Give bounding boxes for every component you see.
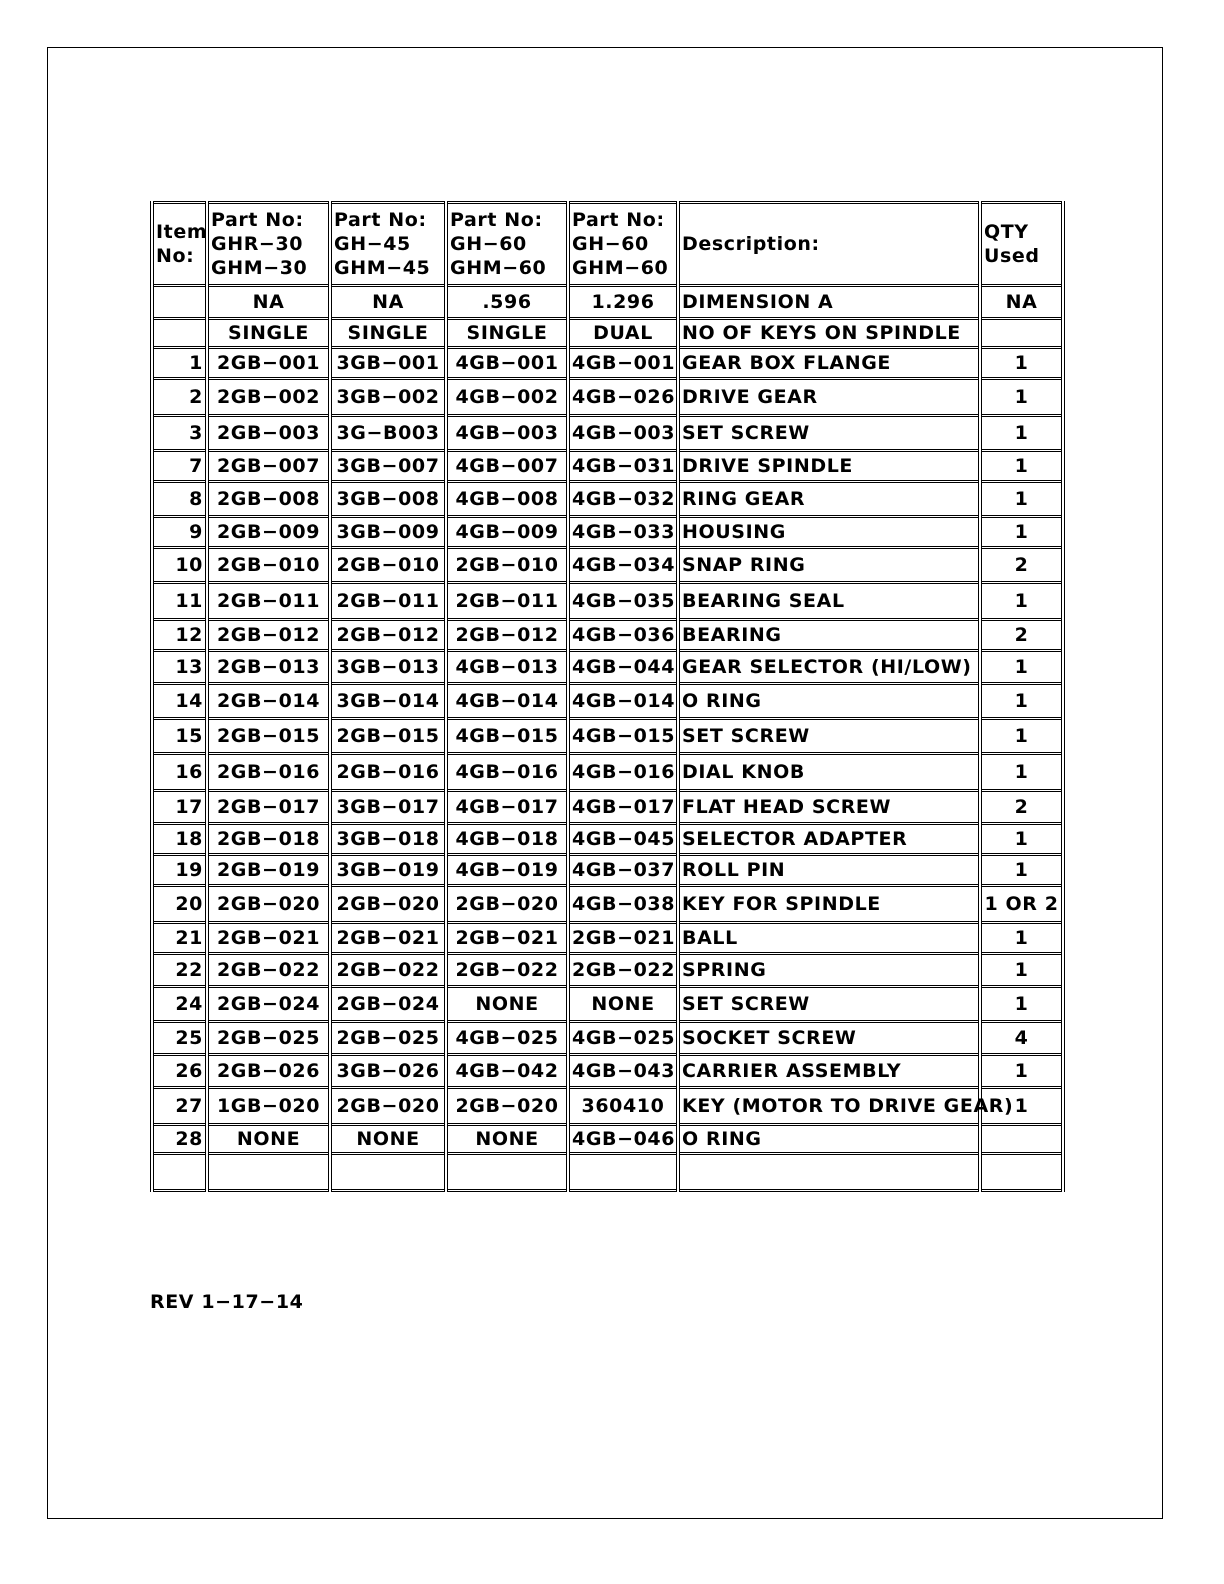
part-no-ghr30: NA [207, 286, 330, 319]
part-no-gh60-dual: 4GB−046 [568, 1125, 678, 1154]
part-no-gh45: 2GB−010 [330, 548, 446, 583]
item-number: 2 [152, 379, 207, 416]
part-description: BALL [678, 923, 980, 954]
part-description: KEY (MOTOR TO DRIVE GEAR) [678, 1088, 980, 1125]
part-no-gh60-dual: 2GB−021 [568, 923, 678, 954]
table-row [152, 855, 1063, 886]
part-description: DIMENSION A [678, 286, 980, 319]
part-no-ghr30: 2GB−001 [207, 348, 330, 379]
part-no-ghr30: 2GB−011 [207, 583, 330, 620]
part-no-gh60-single: 4GB−015 [446, 719, 568, 754]
part-description: HOUSING [678, 517, 980, 548]
part-description: SET SCREW [678, 719, 980, 754]
part-no-gh60-dual: 4GB−032 [568, 482, 678, 517]
item-number: 13 [152, 651, 207, 684]
part-no-gh60-single: 4GB−003 [446, 416, 568, 451]
item-header: Item No: [152, 203, 207, 286]
qty-used: 1 [980, 684, 1063, 719]
part-no-gh60-single: .596 [446, 286, 568, 319]
item-number: 26 [152, 1055, 207, 1088]
part-no-gh60-dual: 4GB−038 [568, 886, 678, 923]
part-description: SET SCREW [678, 416, 980, 451]
part-description: SPRING [678, 954, 980, 987]
item-number: 28 [152, 1125, 207, 1154]
part-no-gh45: 3GB−014 [330, 684, 446, 719]
qty-used: 1 [980, 583, 1063, 620]
table-row [152, 886, 1063, 923]
part-description: KEY FOR SPINDLE [678, 886, 980, 923]
item-number: 14 [152, 684, 207, 719]
part-no-gh60-dual: 4GB−016 [568, 754, 678, 791]
col1-header: Part No: GHR−30 GHM−30 [207, 203, 330, 286]
part-description: O RING [678, 684, 980, 719]
part-no-gh60-dual: NONE [568, 987, 678, 1022]
part-no-gh60-single: 4GB−002 [446, 379, 568, 416]
part-no-ghr30: 2GB−020 [207, 886, 330, 923]
qty-used: 1 [980, 923, 1063, 954]
table-row [152, 754, 1063, 791]
part-no-ghr30: 2GB−008 [207, 482, 330, 517]
col4-header: Part No: GH−60 GHM−60 [568, 203, 678, 286]
part-no-gh60-single: 4GB−017 [446, 791, 568, 824]
part-no-ghr30: NONE [207, 1125, 330, 1154]
item-number: 24 [152, 987, 207, 1022]
part-no-gh45: 3GB−018 [330, 824, 446, 855]
table-row [152, 719, 1063, 754]
part-no-gh60-single: 4GB−001 [446, 348, 568, 379]
part-no-gh60-dual: 4GB−034 [568, 548, 678, 583]
qty-used [980, 1125, 1063, 1154]
part-description: O RING [678, 1125, 980, 1154]
part-no-gh45: NA [330, 286, 446, 319]
item-number: 20 [152, 886, 207, 923]
part-no-gh45: 3GB−001 [330, 348, 446, 379]
item-number: 1 [152, 348, 207, 379]
part-no-gh45: 2GB−016 [330, 754, 446, 791]
part-no-ghr30: 2GB−022 [207, 954, 330, 987]
empty-cell [207, 1154, 330, 1191]
table-row [152, 824, 1063, 855]
qty-used: 1 [980, 517, 1063, 548]
qty-header: QTY Used [980, 203, 1063, 286]
part-no-gh60-dual: 4GB−026 [568, 379, 678, 416]
part-no-gh60-dual: 360410 [568, 1088, 678, 1125]
part-no-gh45: 3GB−017 [330, 791, 446, 824]
qty-used: 2 [980, 620, 1063, 651]
table-row [152, 416, 1063, 451]
item-number: 16 [152, 754, 207, 791]
part-no-gh45: 2GB−012 [330, 620, 446, 651]
part-no-gh60-dual: 4GB−043 [568, 1055, 678, 1088]
item-number: 22 [152, 954, 207, 987]
qty-used: 4 [980, 1022, 1063, 1055]
part-no-ghr30: 2GB−003 [207, 416, 330, 451]
empty-cell [330, 1154, 446, 1191]
item-number: 19 [152, 855, 207, 886]
part-description: SNAP RING [678, 548, 980, 583]
item-number: 21 [152, 923, 207, 954]
item-number: 10 [152, 548, 207, 583]
part-no-ghr30: 2GB−024 [207, 987, 330, 1022]
part-no-gh45: 3GB−007 [330, 451, 446, 482]
item-number: 3 [152, 416, 207, 451]
qty-used: 1 [980, 1088, 1063, 1125]
part-no-gh45: 3GB−008 [330, 482, 446, 517]
part-no-gh60-dual: 4GB−003 [568, 416, 678, 451]
part-no-gh60-single: 4GB−014 [446, 684, 568, 719]
part-no-gh60-dual: 4GB−037 [568, 855, 678, 886]
part-no-gh45: 3G−B003 [330, 416, 446, 451]
empty-cell [568, 1154, 678, 1191]
table-row [152, 451, 1063, 482]
part-no-gh60-dual: 4GB−033 [568, 517, 678, 548]
part-no-gh45: 2GB−020 [330, 886, 446, 923]
qty-used: 1 [980, 754, 1063, 791]
part-no-gh60-single: 2GB−020 [446, 886, 568, 923]
part-no-gh60-dual: 1.296 [568, 286, 678, 319]
part-no-ghr30: 2GB−014 [207, 684, 330, 719]
part-description: CARRIER ASSEMBLY [678, 1055, 980, 1088]
spec-row [152, 286, 1063, 319]
qty-used: 1 [980, 482, 1063, 517]
part-no-gh60-single: 2GB−010 [446, 548, 568, 583]
part-no-gh60-dual: 4GB−036 [568, 620, 678, 651]
table-row [152, 684, 1063, 719]
part-no-gh60-single: 4GB−019 [446, 855, 568, 886]
part-no-gh45: 2GB−025 [330, 1022, 446, 1055]
qty-used: 1 OR 2 [980, 886, 1063, 923]
empty-cell [446, 1154, 568, 1191]
table-row [152, 1088, 1063, 1125]
part-no-ghr30: 2GB−012 [207, 620, 330, 651]
qty-used: 1 [980, 1055, 1063, 1088]
table-row [152, 379, 1063, 416]
col3-header: Part No: GH−60 GHM−60 [446, 203, 568, 286]
part-no-ghr30: 2GB−026 [207, 1055, 330, 1088]
part-no-ghr30: 2GB−015 [207, 719, 330, 754]
part-description: GEAR BOX FLANGE [678, 348, 980, 379]
qty-used: 1 [980, 987, 1063, 1022]
qty-used: 1 [980, 855, 1063, 886]
table-row [152, 548, 1063, 583]
item-number: 17 [152, 791, 207, 824]
table-row [152, 954, 1063, 987]
part-no-ghr30: SINGLE [207, 319, 330, 348]
part-no-gh60-dual: 4GB−001 [568, 348, 678, 379]
qty-used: 1 [980, 651, 1063, 684]
part-no-gh60-dual: 4GB−035 [568, 583, 678, 620]
part-no-gh60-dual: 4GB−044 [568, 651, 678, 684]
part-description: ROLL PIN [678, 855, 980, 886]
col2-header: Part No: GH−45 GHM−45 [330, 203, 446, 286]
item-number: 27 [152, 1088, 207, 1125]
part-no-gh45: 2GB−022 [330, 954, 446, 987]
qty-used: 1 [980, 416, 1063, 451]
part-no-ghr30: 2GB−010 [207, 548, 330, 583]
part-no-gh60-single: 2GB−011 [446, 583, 568, 620]
qty-used: 1 [980, 379, 1063, 416]
part-no-ghr30: 2GB−009 [207, 517, 330, 548]
part-no-gh60-single: 4GB−009 [446, 517, 568, 548]
part-no-ghr30: 2GB−002 [207, 379, 330, 416]
qty-used: 2 [980, 548, 1063, 583]
part-no-gh60-single: 2GB−022 [446, 954, 568, 987]
item-number [152, 319, 207, 348]
part-description: NO OF KEYS ON SPINDLE [678, 319, 980, 348]
part-no-ghr30: 1GB−020 [207, 1088, 330, 1125]
part-no-ghr30: 2GB−016 [207, 754, 330, 791]
qty-used: 1 [980, 954, 1063, 987]
empty-cell [980, 1154, 1063, 1191]
part-no-gh60-single: 4GB−018 [446, 824, 568, 855]
part-no-gh60-dual: 4GB−014 [568, 684, 678, 719]
item-number: 9 [152, 517, 207, 548]
part-no-ghr30: 2GB−025 [207, 1022, 330, 1055]
spec-row [152, 319, 1063, 348]
part-no-gh45: 3GB−019 [330, 855, 446, 886]
qty-used: 1 [980, 824, 1063, 855]
part-no-gh45: 3GB−009 [330, 517, 446, 548]
item-number: 25 [152, 1022, 207, 1055]
part-no-gh60-single: 4GB−013 [446, 651, 568, 684]
part-no-gh60-single: 2GB−020 [446, 1088, 568, 1125]
item-number: 7 [152, 451, 207, 482]
empty-cell [678, 1154, 980, 1191]
table-row [152, 517, 1063, 548]
header-row [152, 203, 1063, 286]
part-description: SET SCREW [678, 987, 980, 1022]
part-no-gh60-dual: 4GB−031 [568, 451, 678, 482]
part-no-gh60-single: 2GB−021 [446, 923, 568, 954]
qty-used: 1 [980, 719, 1063, 754]
part-no-gh60-dual: 4GB−015 [568, 719, 678, 754]
part-description: RING GEAR [678, 482, 980, 517]
table-row [152, 620, 1063, 651]
part-no-gh45: 3GB−002 [330, 379, 446, 416]
part-no-gh60-single: 4GB−008 [446, 482, 568, 517]
table-row [152, 583, 1063, 620]
table-row [152, 482, 1063, 517]
item-number: 15 [152, 719, 207, 754]
qty-used [980, 319, 1063, 348]
item-number: 18 [152, 824, 207, 855]
part-description: FLAT HEAD SCREW [678, 791, 980, 824]
qty-used: 1 [980, 451, 1063, 482]
part-no-ghr30: 2GB−017 [207, 791, 330, 824]
part-no-gh60-single: 4GB−016 [446, 754, 568, 791]
part-no-gh60-single: 4GB−042 [446, 1055, 568, 1088]
part-no-ghr30: 2GB−021 [207, 923, 330, 954]
part-no-ghr30: 2GB−019 [207, 855, 330, 886]
item-number: 8 [152, 482, 207, 517]
part-no-gh60-single: NONE [446, 987, 568, 1022]
item-number: 11 [152, 583, 207, 620]
part-no-gh45: 3GB−026 [330, 1055, 446, 1088]
table-row [152, 1055, 1063, 1088]
table-row [152, 1125, 1063, 1154]
table-row [152, 987, 1063, 1022]
qty-used: 1 [980, 348, 1063, 379]
item-number: 12 [152, 620, 207, 651]
part-description: BEARING [678, 620, 980, 651]
part-no-gh60-single: 4GB−007 [446, 451, 568, 482]
part-no-gh45: 2GB−015 [330, 719, 446, 754]
part-no-gh45: 2GB−021 [330, 923, 446, 954]
parts-table [150, 201, 1065, 1192]
table-row [152, 651, 1063, 684]
parts-table-body [152, 286, 1063, 1191]
part-no-gh45: 3GB−013 [330, 651, 446, 684]
part-no-gh45: 2GB−011 [330, 583, 446, 620]
part-no-ghr30: 2GB−018 [207, 824, 330, 855]
revision-note: REV 1−17−14 [150, 1291, 304, 1313]
part-no-gh60-single: 2GB−012 [446, 620, 568, 651]
part-no-gh45: SINGLE [330, 319, 446, 348]
part-no-gh60-dual: DUAL [568, 319, 678, 348]
part-no-gh60-dual: 4GB−045 [568, 824, 678, 855]
part-no-gh60-dual: 4GB−017 [568, 791, 678, 824]
part-description: BEARING SEAL [678, 583, 980, 620]
part-no-ghr30: 2GB−007 [207, 451, 330, 482]
table-row [152, 348, 1063, 379]
qty-used: 2 [980, 791, 1063, 824]
empty-row [152, 1154, 1063, 1191]
description-header: Description: [678, 203, 980, 286]
part-description: DIAL KNOB [678, 754, 980, 791]
empty-cell [152, 1154, 207, 1191]
part-no-gh60-single: NONE [446, 1125, 568, 1154]
part-description: DRIVE GEAR [678, 379, 980, 416]
table-row [152, 791, 1063, 824]
part-no-gh45: NONE [330, 1125, 446, 1154]
table-row [152, 923, 1063, 954]
part-description: GEAR SELECTOR (HI/LOW) [678, 651, 980, 684]
part-no-ghr30: 2GB−013 [207, 651, 330, 684]
item-number [152, 286, 207, 319]
part-no-gh45: 2GB−024 [330, 987, 446, 1022]
part-description: SOCKET SCREW [678, 1022, 980, 1055]
qty-used: NA [980, 286, 1063, 319]
part-no-gh60-single: SINGLE [446, 319, 568, 348]
table-row [152, 1022, 1063, 1055]
part-no-gh45: 2GB−020 [330, 1088, 446, 1125]
part-no-gh60-dual: 4GB−025 [568, 1022, 678, 1055]
part-no-gh60-dual: 2GB−022 [568, 954, 678, 987]
part-description: SELECTOR ADAPTER [678, 824, 980, 855]
part-description: DRIVE SPINDLE [678, 451, 980, 482]
part-no-gh60-single: 4GB−025 [446, 1022, 568, 1055]
